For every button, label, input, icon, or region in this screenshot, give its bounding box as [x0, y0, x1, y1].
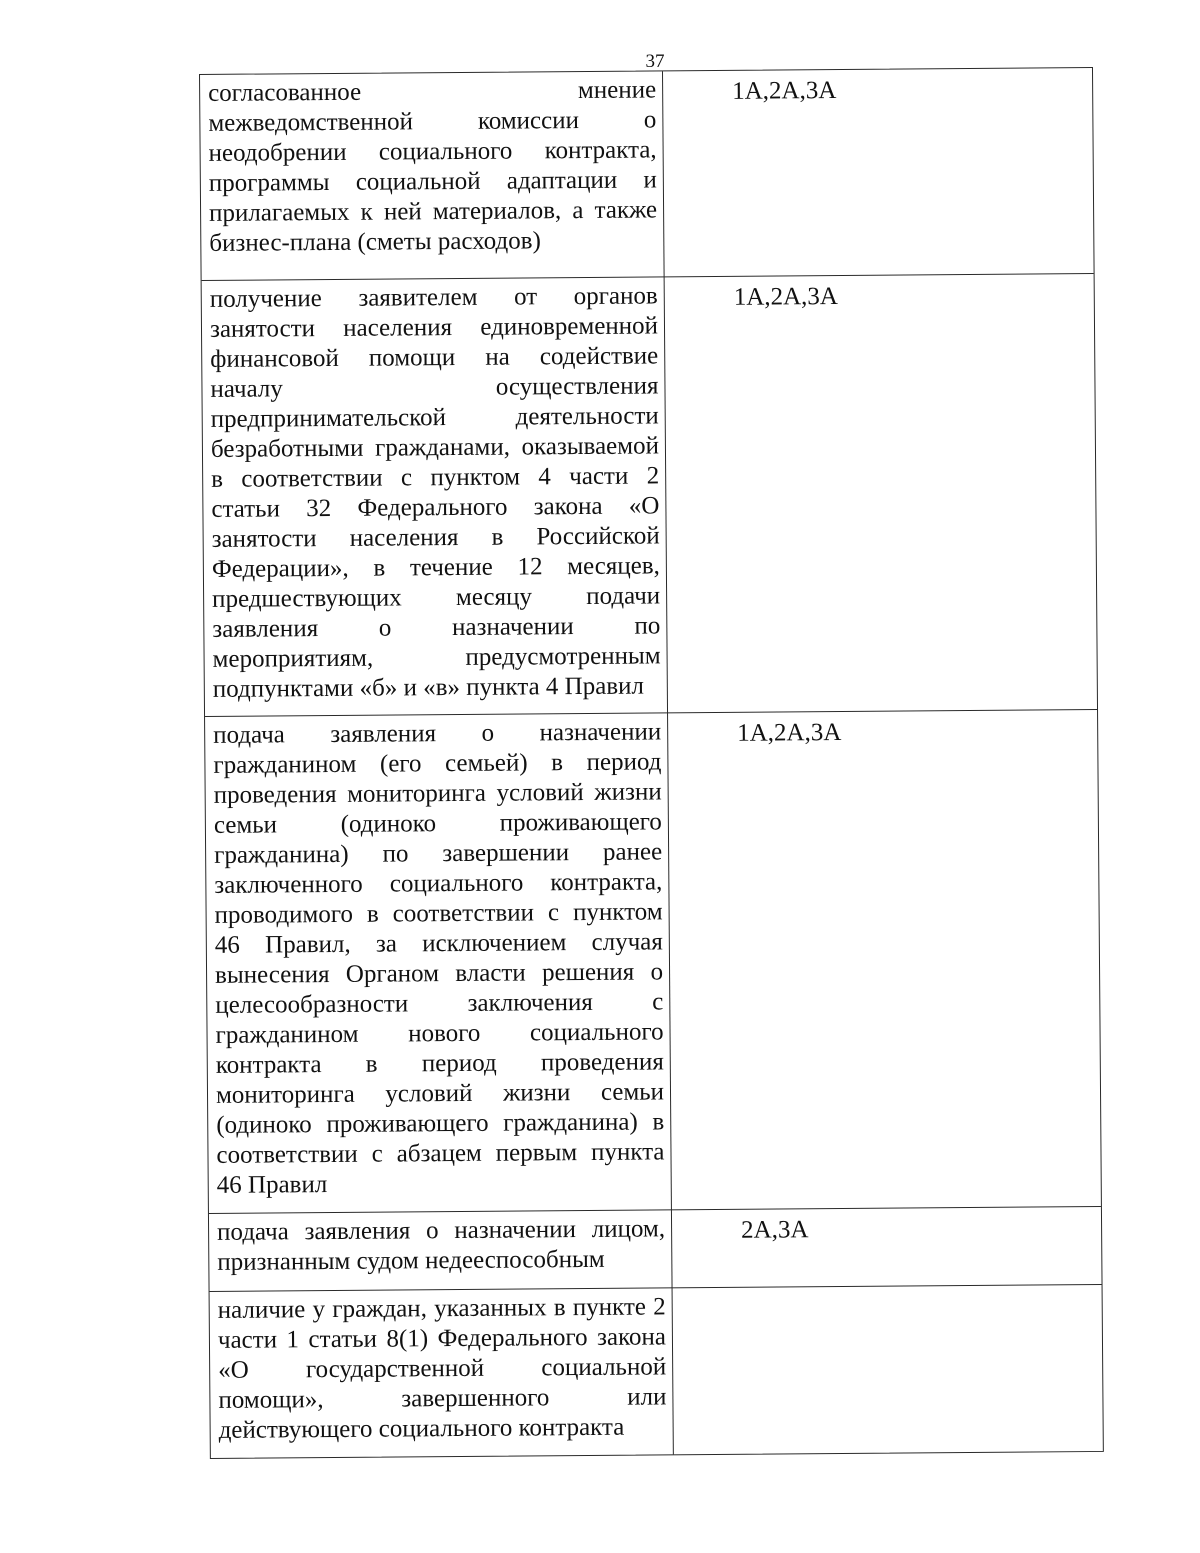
table-row	[209, 1207, 1102, 1292]
condition-cell: подача заявления о назначении лицом, признанным судом недееспособным	[216, 1215, 666, 1276]
table-row	[200, 68, 1094, 281]
conditions-table	[199, 67, 1104, 1459]
condition-cell: получение заявителем от органов занятости населения единовременной финансовой помощи на содействие началу осуществления предпринимательской деятельности безработными гражданами, оказываемой в соответствии с пунктом 4 части 2 статьи 32 Федерального закона «О занятости населения в Российской Федерации», в течение 12 месяцев, предшествующих месяцу подачи заявления о назначении по мероприятиям, предусмотренным подпунктами «б» и «в» пункта 4 Правил	[209, 282, 661, 703]
table-row	[210, 1285, 1103, 1460]
codes-cell: 1А,2А,3А	[737, 718, 842, 747]
condition-cell: согласованное мнение межведомственной комиссии о неодобрении социального контракта, программы социальной адаптации и прилагаемых к ней материалов, а также бизнес-плана (сметы расходов)	[208, 76, 658, 257]
table-row	[202, 274, 1097, 717]
codes-cell: 1А,2А,3А	[732, 76, 837, 105]
page-number: 37	[645, 51, 665, 72]
table-row	[205, 710, 1101, 1214]
codes-cell: 1А,2А,3А	[733, 282, 839, 311]
codes-cell: 2А,3А	[740, 1216, 809, 1244]
condition-cell: подача заявления о назначении гражданином (его семьей) в период проведения мониторинга условий жизни семьи (одиноко проживающего гражданина) по завершении ранее заключенного социального контракта, проводимого в соответствии с пунктом 46 Правил, за исключением случая вынесения Органом власти решения о целесообразности заключения с гражданином нового социального контракта в период проведения мониторинга условий жизни семьи (одиноко проживающего гражданина) в соответствии с абзацем первым пункта 46 Правил	[213, 718, 665, 1199]
condition-cell: наличие у граждан, указанных в пункте 2 части 1 статьи 8(1) Федерального закона «О государственной социальной помощи», завершенного или действующего социального контракта	[217, 1293, 667, 1444]
